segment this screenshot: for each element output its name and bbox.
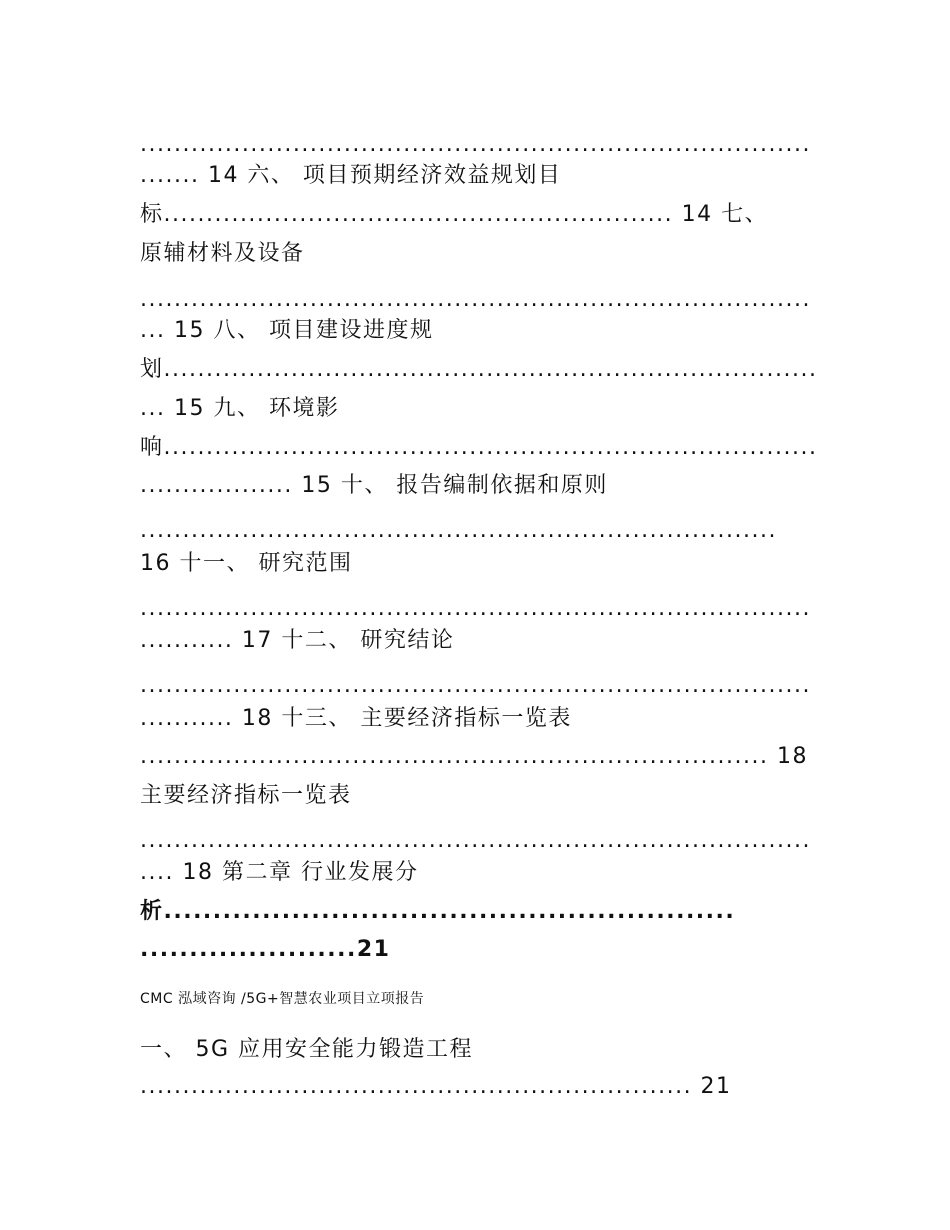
- toc-line: ....... 14 六、 项目预期经济效益规划目: [140, 163, 562, 188]
- toc-line: .......................................................................... 18: [140, 744, 808, 769]
- toc-line: ...............................................................................: [140, 673, 811, 698]
- toc-line: 原辅材料及设备: [140, 241, 305, 266]
- toc-line: 划.............................................................................: [140, 357, 818, 382]
- toc-line: ......................21: [140, 937, 391, 962]
- toc-line: ...............................................................................: [140, 828, 811, 853]
- toc-line: ...........................................................................: [140, 518, 777, 543]
- toc-line: ........... 18 十三、 主要经济指标一览表: [140, 706, 572, 731]
- toc-line: ........... 17 十二、 研究结论: [140, 628, 455, 653]
- toc-line: 一、 5G 应用安全能力锻造工程: [140, 1037, 474, 1062]
- page-footer: CMC 泓域咨询 /5G+智慧农业项目立项报告: [140, 991, 425, 1007]
- toc-line: ... 15 九、 环境影: [140, 396, 340, 421]
- toc-line: ................................................................. 21: [140, 1074, 732, 1099]
- toc-line: ...............................................................................: [140, 132, 811, 157]
- toc-line: ...............................................................................: [140, 287, 811, 312]
- toc-line: 16 十一、 研究范围: [140, 551, 353, 576]
- toc-line: 响.............................................................................: [140, 435, 818, 460]
- toc-line: .................. 15 十、 报告编制依据和原则: [140, 473, 608, 498]
- toc-line: .... 18 第二章 行业发展分: [140, 860, 419, 885]
- toc-line: 主要经济指标一览表: [140, 783, 352, 808]
- toc-line: 析..........................................................: [140, 899, 736, 924]
- toc-line: 标............................................................ 14 七、: [140, 202, 769, 227]
- toc-line: ... 15 八、 项目建设进度规: [140, 318, 434, 343]
- toc-line: ...............................................................................: [140, 596, 811, 621]
